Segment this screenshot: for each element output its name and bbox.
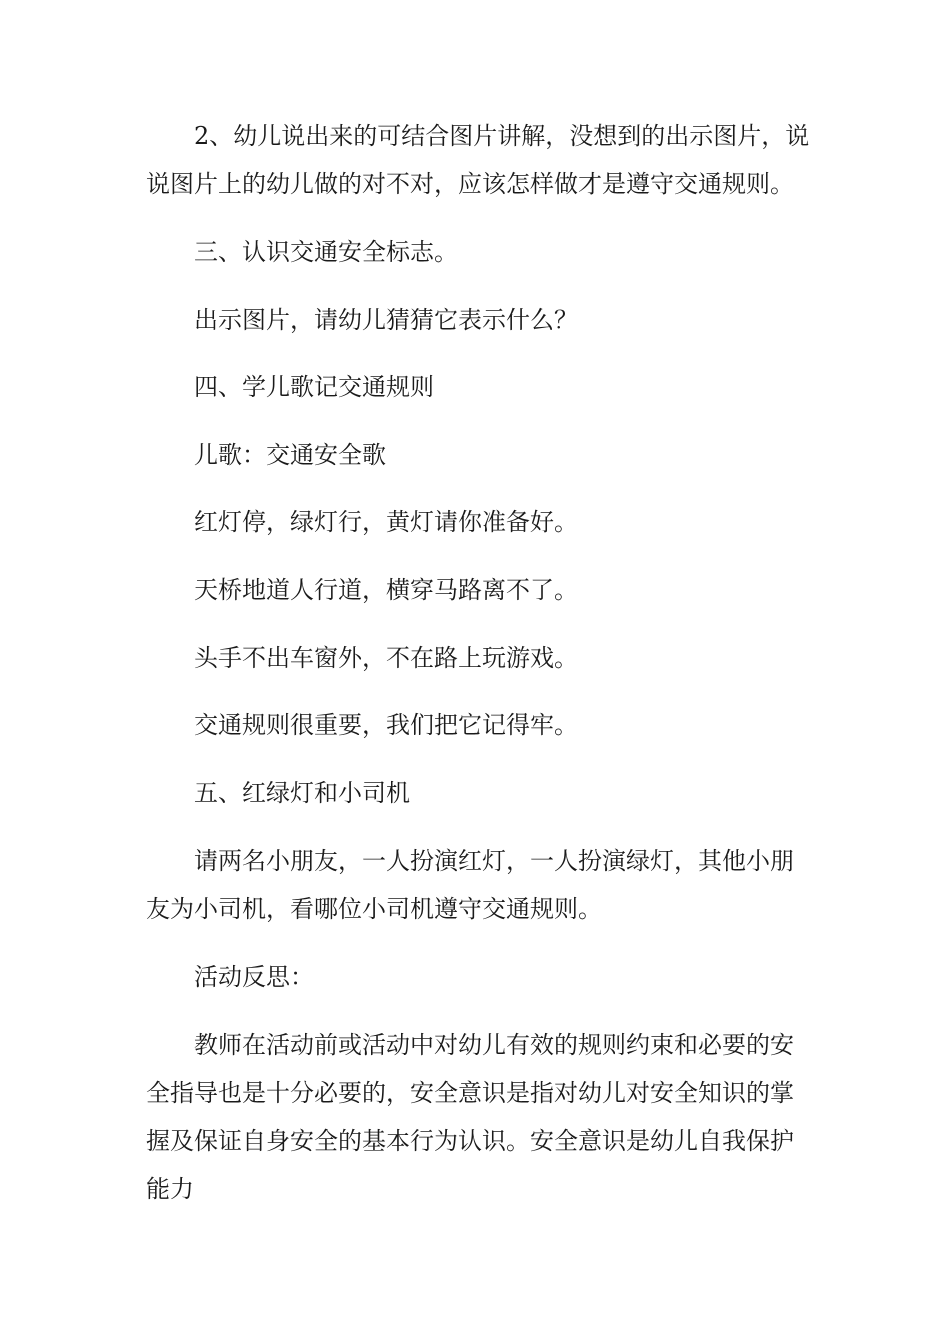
paragraph-step-2: 2、幼儿说出来的可结合图片讲解，没想到的出示图片，说说图片上的幼儿做的对不对，应该怎样做才是遵守交通规则。 bbox=[146, 122, 810, 198]
heading-section-4: 四、学儿歌记交通规则 bbox=[194, 373, 434, 401]
song-title: 儿歌：交通安全歌 bbox=[194, 441, 386, 469]
paragraph-game: 请两名小朋友，一人扮演红灯，一人扮演绿灯，其他小朋友为小司机，看哪位小司机遵守交通规则。 bbox=[146, 847, 794, 923]
paragraph-show-picture: 出示图片，请幼儿猜猜它表示什么？ bbox=[194, 306, 578, 334]
paragraph-reflection: 教师在活动前或活动中对幼儿有效的规则约束和必要的安全指导也是十分必要的，安全意识是指对幼儿对安全知识的掌握及保证自身安全的基本行为认识。安全意识是幼儿自我保护能力 bbox=[146, 1031, 794, 1203]
song-line-3: 头手不出车窗外，不在路上玩游戏。 bbox=[194, 644, 578, 672]
song-line-4: 交通规则很重要，我们把它记得牢。 bbox=[194, 711, 578, 739]
heading-reflection: 活动反思： bbox=[194, 963, 314, 991]
heading-section-5: 五、红绿灯和小司机 bbox=[194, 779, 410, 807]
heading-section-3: 三、认识交通安全标志。 bbox=[194, 238, 458, 266]
song-line-2: 天桥地道人行道，横穿马路离不了。 bbox=[194, 576, 578, 604]
song-line-1: 红灯停，绿灯行，黄灯请你准备好。 bbox=[194, 508, 578, 536]
